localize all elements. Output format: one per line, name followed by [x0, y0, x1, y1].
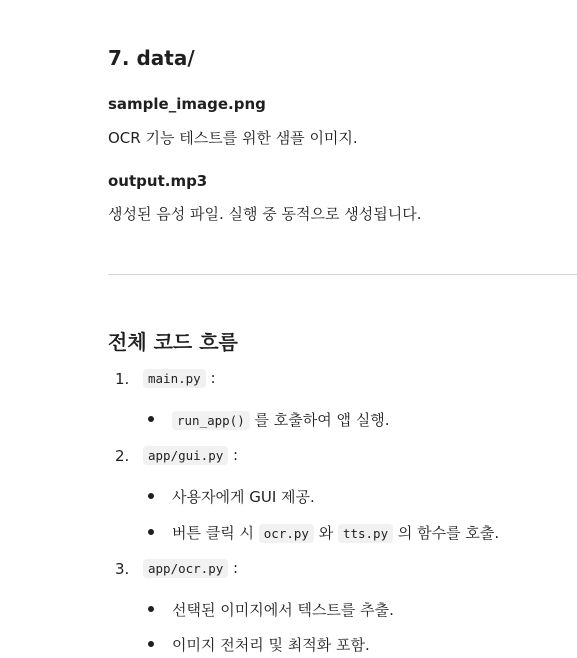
file-desc-sample-image: OCR 기능 테스트를 위한 샘플 이미지.	[108, 129, 358, 147]
bullet-dot	[148, 529, 154, 535]
bullet-dot	[148, 606, 154, 612]
list-item-ocr-py	[143, 559, 238, 577]
bullet-dot	[148, 493, 154, 499]
bullet-item-button-click: 버튼 클릭 시 ocr.py 와 tts.py 의 함수를 호출.	[172, 524, 500, 542]
bullet-item-gui-provide: 사용자에게 GUI 제공.	[172, 488, 315, 506]
list-item-suffix: :	[233, 446, 239, 464]
list-item-gui-py	[143, 446, 238, 464]
inline-code-app-ocr-py: app/ocr.py	[143, 559, 228, 578]
inline-code-tts-py: tts.py	[338, 524, 393, 543]
file-desc-output-mp3: 생성된 음성 파일. 실행 중 동적으로 생성됩니다.	[108, 205, 422, 223]
list-number-2: 2.	[115, 447, 130, 465]
horizontal-divider	[108, 274, 577, 275]
section-7-heading: 7. data/	[108, 46, 195, 70]
code-flow-heading: 전체 코드 흐름	[108, 330, 238, 354]
bullet-item-preprocess: 이미지 전처리 및 최적화 포함.	[172, 636, 370, 654]
inline-code-main-py: main.py	[143, 369, 206, 388]
file-name-sample-image: sample_image.png	[108, 95, 266, 113]
list-number-3: 3.	[115, 560, 130, 578]
list-item-main-py	[143, 369, 216, 387]
inline-code-ocr-py: ocr.py	[259, 524, 314, 543]
bullet-item-extract-text: 선택된 이미지에서 텍스트를 추출.	[172, 601, 394, 619]
bullet-dot	[148, 416, 154, 422]
bullet-dot	[148, 641, 154, 647]
inline-code-gui-py: app/gui.py	[143, 446, 228, 465]
bullet-item-run-app: run_app() 를 호출하여 앱 실행.	[172, 409, 390, 430]
file-name-output-mp3: output.mp3	[108, 172, 208, 190]
list-item-suffix: :	[233, 559, 239, 577]
list-number-1: 1.	[115, 370, 130, 388]
list-item-suffix: :	[210, 369, 216, 387]
inline-code-run-app: run_app()	[172, 411, 250, 430]
